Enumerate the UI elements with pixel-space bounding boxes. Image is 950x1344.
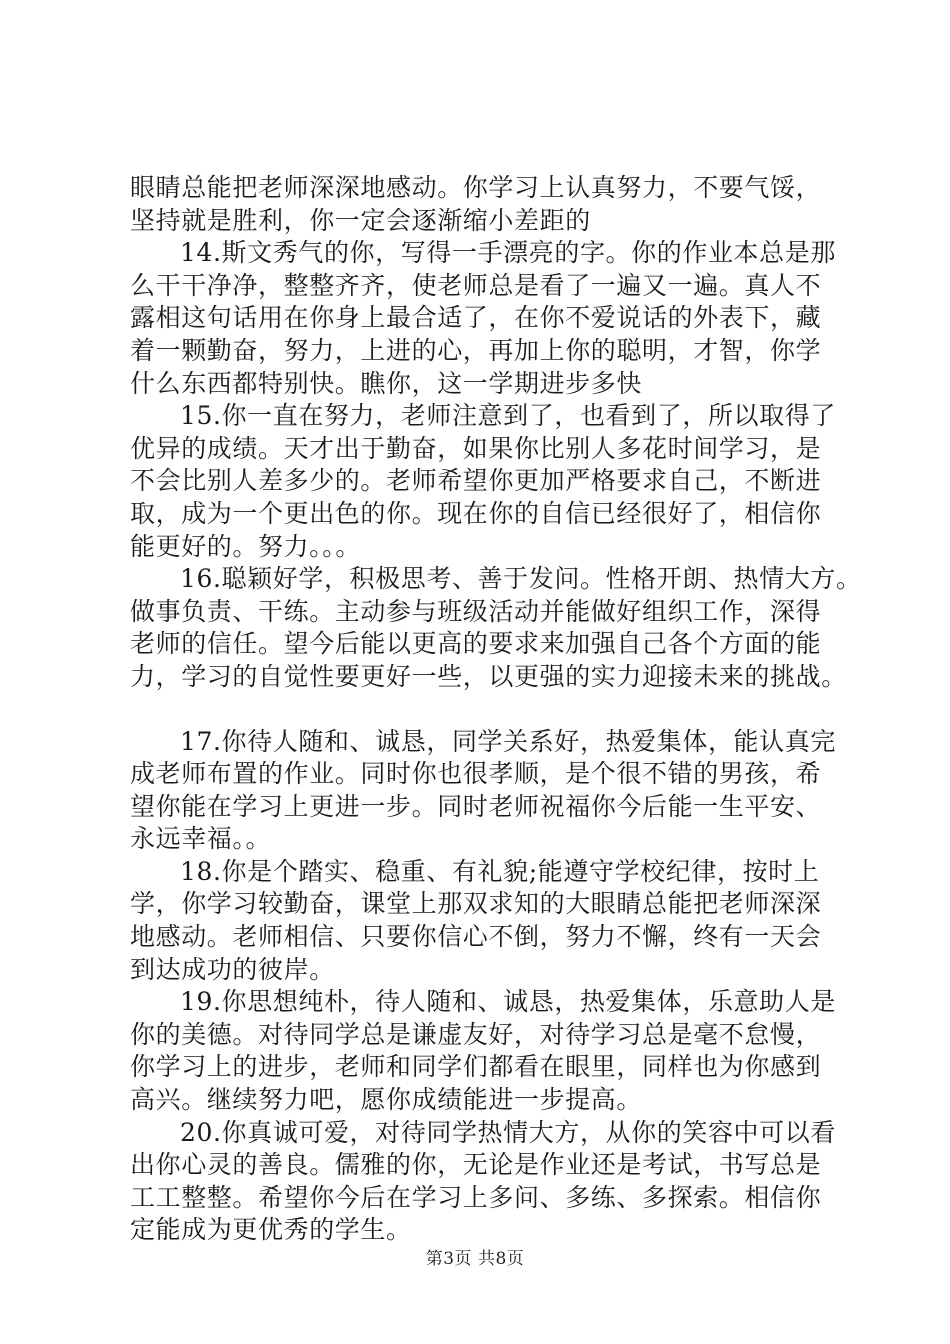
text-line: 你学习上的进步，老师和同学们都看在眼里，同样也为你感到 [130, 1052, 822, 1082]
text-line: 19.你思想纯朴，待人随和、诚恳，热爱集体，乐意助人是 [180, 987, 836, 1017]
text-line: 做事负责、干练。主动参与班级活动并能做好组织工作，深得 [130, 596, 822, 626]
text-line: 到达成功的彼岸。 [130, 954, 335, 984]
paragraph [130, 400, 836, 563]
text-line: 18.你是个踏实、稳重、有礼貌;能遵守学校纪律，按时上 [180, 856, 820, 886]
paragraph-gap [130, 694, 830, 726]
text-line: 露相这句话用在你身上最合适了，在你不爱说话的外表下，藏 [130, 303, 822, 333]
text-line: 优异的成绩。天才出于勤奋，如果你比别人多花时间学习，是 [130, 433, 822, 463]
text-line: 学，你学习较勤奋，课堂上那双求知的大眼睛总能把老师深深 [130, 889, 822, 919]
text-line: 你的美德。对待同学总是谦虚友好，对待学习总是毫不怠慢， [130, 1019, 822, 1049]
paragraph [130, 172, 830, 237]
text-line: 坚持就是胜利，你一定会逐渐缩小差距的 [130, 205, 591, 235]
text-line: 不会比别人差多少的。老师希望你更加严格要求自己，不断进 [130, 466, 822, 496]
text-line: 15.你一直在努力，老师注意到了，也看到了，所以取得了 [180, 401, 836, 431]
paragraph [130, 1117, 836, 1247]
text-line: 工工整整。希望你今后在学习上多问、多练、多探索。相信你 [130, 1182, 822, 1212]
text-line: 14.斯文秀气的你，写得一手漂亮的字。你的作业本总是那 [180, 238, 836, 268]
text-line: 眼睛总能把老师深深地感动。你学习上认真努力，不要气馁， [130, 173, 822, 202]
paragraph [130, 237, 836, 400]
text-line: 什么东西都特别快。瞧你，这一学期进步多快 [130, 368, 643, 398]
paragraph [130, 856, 830, 986]
text-line: 永远幸福。。 [130, 824, 272, 854]
text-line: 出你心灵的善良。儒雅的你，无论是作业还是考试，书写总是 [130, 1150, 822, 1180]
text-line: 力，学习的自觉性要更好一些，以更强的实力迎接未来的挑战。 [130, 661, 847, 691]
text-line: 定能成为更优秀的学生。 [130, 1215, 412, 1245]
text-line: 地感动。老师相信、只要你信心不倒，努力不懈，终有一天会 [130, 922, 822, 952]
text-line: 取，成为一个更出色的你。现在你的自信已经很好了，相信你 [130, 498, 822, 528]
text-line: 望你能在学习上更进一步。同时老师祝福你今后能一生平安、 [130, 791, 822, 821]
text-line: 16.聪颖好学，积极思考、善于发问。性格开朗、热情大方。 [180, 564, 862, 594]
paragraph [130, 986, 836, 1116]
document-body [130, 172, 862, 1247]
page-footer: 第3页 共8页 [425, 1249, 525, 1269]
paragraph [130, 726, 836, 856]
text-line: 老师的信任。望今后能以更高的要求来加强自己各个方面的能 [130, 629, 822, 659]
text-line: 能更好的。努力。。。 [130, 531, 362, 561]
text-line: 着一颗勤奋，努力，上进的心，再加上你的聪明，才智，你学 [130, 335, 822, 365]
text-line: 高兴。继续努力吧，愿你成绩能进一步提高。 [130, 1085, 643, 1115]
text-line: 20.你真诚可爱，对待同学热情大方，从你的笑容中可以看 [180, 1117, 836, 1147]
paragraph [130, 563, 862, 693]
text-line: 成老师布置的作业。同时你也很孝顺，是个很不错的男孩，希 [130, 759, 822, 789]
text-line: 么干干净净，整整齐齐，使老师总是看了一遍又一遍。真人不 [130, 270, 822, 300]
text-line: 17.你待人随和、诚恳，同学关系好，热爱集体，能认真完 [180, 726, 836, 756]
